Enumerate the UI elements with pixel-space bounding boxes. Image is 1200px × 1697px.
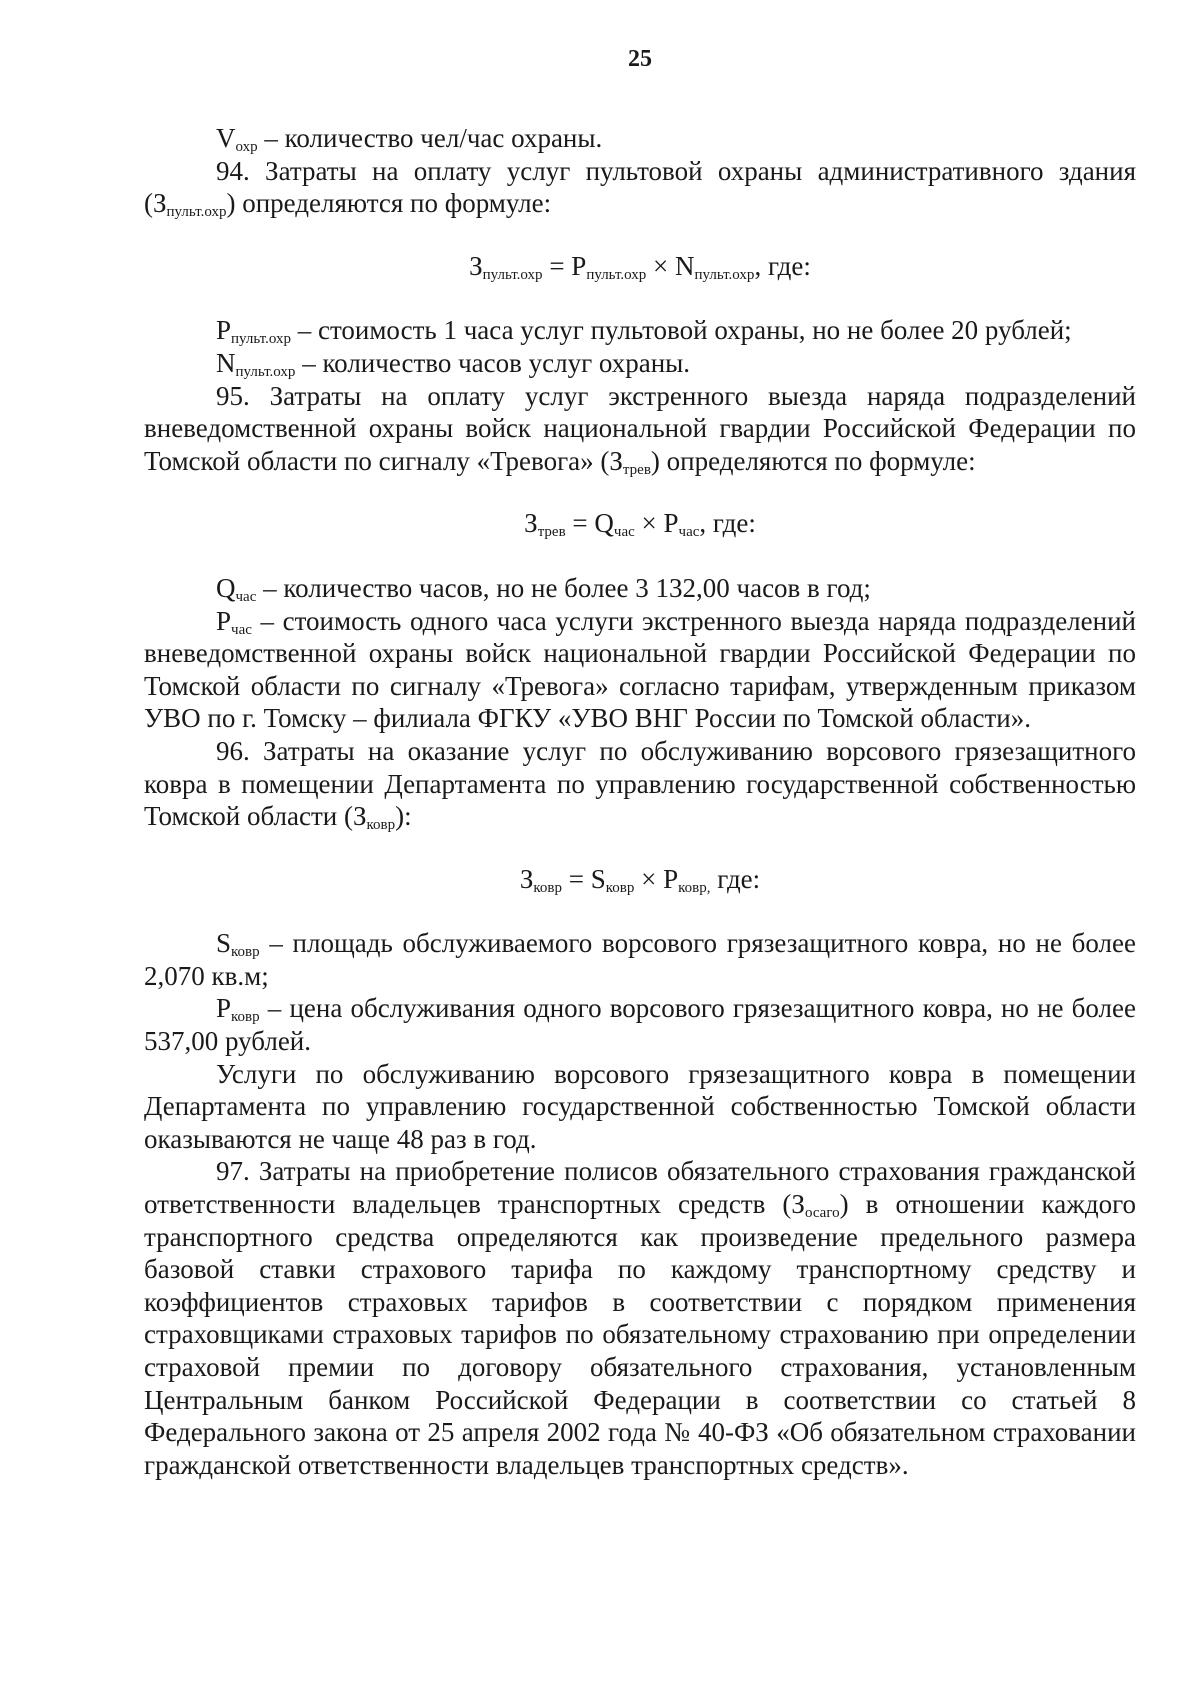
paragraph-97: 97. Затраты на приобретение полисов обязательного страхования гражданской ответственности владельцев транспортных средств $(З_{осаго})$ в отношении каждого транспортного средства определяются как произведение предельного размера базовой ставки страхового тарифа по каждому транспортному средству и коэффициентов страховых тарифов в соответствии с порядком применения страховщиками страховых тарифов по обязательному страхованию при определении страховой премии по договору обязательного страхования, установленным Центральным банком Российской Федерации в соответствии со статьей 8 Федерального закона от 25 апреля 2002 года № 40-ФЗ «Об обязательном страховании гражданской ответственности владельцев транспортных средств». [144,1156,1136,1480]
formula-kovr: $З_{ковр} = S_{ковр} \times P_{ковр,}$ где: [519,863,761,896]
definition-q-chas: $Q_{час}$ – количество часов, но не более 3 132,00 часов в год; [216,572,871,605]
paragraph-94: 94. Затраты на оплату услуг пультовой охраны административного здания $(З_{пульт.охр})$ определяются по формуле: [144,155,1136,221]
definition-n-pult-ohr: $N_{пульт.охр}$ – количество часов услуг охраны. [216,347,691,380]
paragraph-services-frequency: Услуги по обслуживанию ворсового грязезащитного ковра в помещении Департамента по управлению государственной собственностью Томской области оказываются не чаще 48 раз в год. [144,1058,1136,1154]
definition-v-ohr: $V_{охр}$ – количество чел/час охраны. [216,123,603,155]
definition-p-pult-ohr: $P_{пульт.охр}$ – стоимость 1 часа услуг пультовой охраны, но не более 20 рублей; [216,315,1072,348]
definition-p-chas: $P_{час}$ – стоимость одного часа услуги экстренного выезда наряда подразделений вневедомственной охраны войск национальной гвардии Российской Федерации по Томской области по сигналу «Тревога» согласно тарифам, утвержденным приказом УВО по г. Томску – филиала ФГКУ «УВО ВНГ России по Томской области». [144,605,1136,734]
formula-pult-ohr: $З_{пульт.охр} = P_{пульт.охр} \times N_{пульт.охр}$, где: [469,250,811,283]
document-body [144,122,1136,1481]
paragraph-96: 96. Затраты на оказание услуг по обслуживанию ворсового грязезащитного ковра в помещении Департамента по управлению государственной собственностью Томской области $(З_{ковр})$: [144,735,1136,834]
paragraph-95: 95. Затраты на оплату услуг экстренного выезда наряда подразделений вневедомственной охраны войск национальной гвардии Российской Федерации по Томской области по сигналу «Тревога» $(З_{трев})$ определяются по формуле: [144,380,1136,478]
definition-p-kovr: $P_{ковр}$ – цена обслуживания одного ворсового грязезащитного ковра, но не более 537,00 рублей. [144,993,1136,1057]
page-number: 25 [628,46,652,72]
formula-trev: $З_{трев} = Q_{час} \times P_{час}$, где: [524,508,756,541]
definition-s-kovr: $S_{ковр}$ – площадь обслуживаемого ворсового грязезащитного ковра, но не более 2,070 кв.м; [144,928,1136,991]
